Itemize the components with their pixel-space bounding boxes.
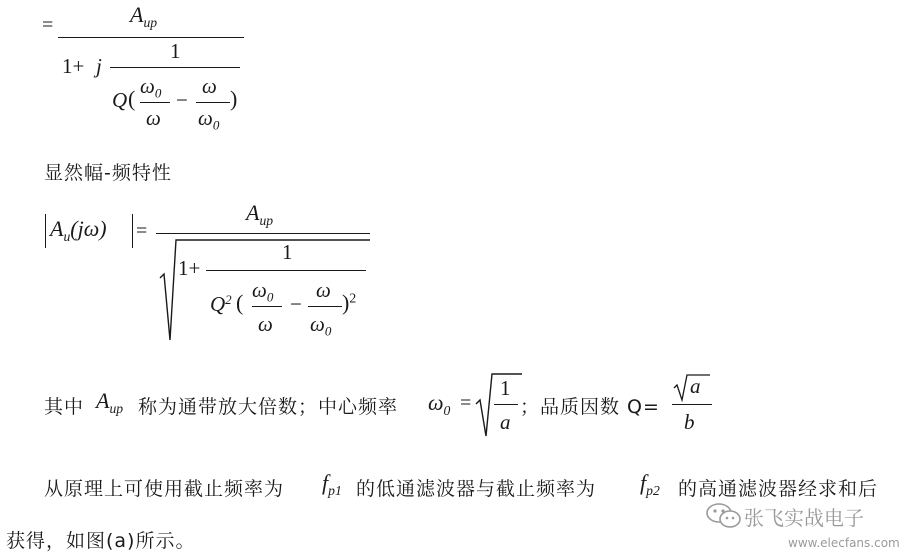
eq2-main-fraction-bar	[156, 233, 370, 234]
eq2-omega0-num: $\omega_0$	[252, 278, 274, 305]
eq1-frac-a-bar	[140, 102, 170, 103]
eq2-omega-den: ω	[258, 312, 273, 336]
eq1-equals: =	[42, 14, 54, 36]
eq1-inner-fraction-bar	[110, 67, 240, 68]
eq1-omega-den: ω	[146, 106, 161, 130]
eq1-Q: Q	[112, 88, 128, 112]
eq1-inner-numerator: 1	[170, 39, 181, 63]
eq1-omega0-num: $\omega_0$	[140, 74, 162, 101]
eq1-lparen: (	[128, 86, 136, 111]
eq2-inner-fraction-bar	[206, 270, 366, 271]
eq2-rparen: )$^2$	[342, 290, 357, 315]
eq1-rparen: )	[230, 86, 238, 111]
text2-q-frac-bar	[672, 404, 712, 405]
text2-q-den: b	[684, 410, 695, 434]
eq1-omega0-den: $\omega_0$	[198, 106, 220, 133]
text2-part3: ；品质因数 Q=	[520, 396, 660, 418]
text3-part2: 的低通滤波器与截止频率为	[356, 478, 597, 500]
text2-q-num: a	[690, 374, 701, 398]
eq2-abs-left	[45, 214, 46, 248]
text3-line2: 获得，如图(a)所示。	[6, 530, 196, 552]
eq1-omega-num: ω	[202, 74, 217, 98]
eq1-numerator: $A_{up}$	[130, 2, 158, 30]
eq1-main-fraction-bar	[58, 37, 244, 38]
eq2-one-plus: 1+	[178, 256, 201, 280]
eq1-frac-b-bar	[196, 102, 230, 103]
eq2-frac-b-bar	[308, 306, 342, 307]
text2-part1: 其中	[44, 396, 85, 418]
text-line-amplitude-frequency: 显然幅-频特性	[44, 162, 172, 184]
eq1-one-plus: 1+	[62, 54, 85, 78]
text3-part1: 从原理上可使用截止频率为	[44, 478, 285, 500]
text3-fp2: $f_{p2}$	[640, 470, 660, 498]
text2-omega0: $\omega_0$	[428, 390, 451, 418]
eq2-frac-a-bar	[252, 306, 282, 307]
eq2-abs-right	[132, 214, 133, 248]
text2-part2: 称为通带放大倍数；中心频率	[138, 396, 399, 418]
eq1-minus: −	[176, 88, 188, 112]
text2-sqrt-den: a	[500, 410, 511, 434]
text2-aup: $A_{up}$	[96, 388, 124, 416]
eq1-j: j	[96, 54, 102, 78]
eq2-equals: =	[136, 220, 148, 242]
text3-fp1: $f_{p1}$	[322, 470, 342, 498]
eq2-lparen: (	[236, 290, 244, 315]
eq2-lhs: $A_u(j\omega)$	[50, 216, 107, 244]
eq2-omega0-den: $\omega_0$	[310, 312, 332, 339]
text2-sqrt-frac-bar	[494, 404, 518, 405]
wechat-icon	[704, 500, 744, 534]
watermark-url: www.elecfans.com	[788, 536, 900, 550]
eq2-omega-num: ω	[316, 278, 331, 302]
eq2-inner-numerator: 1	[282, 240, 293, 264]
eq2-Q: $Q^2$	[210, 292, 232, 317]
eq2-minus: −	[290, 292, 302, 316]
watermark-brand: 张飞实战电子	[744, 506, 864, 530]
text2-equals: =	[460, 392, 472, 414]
text3-part3: 的高通滤波器经求和后	[678, 478, 879, 500]
text2-sqrt-num: 1	[500, 376, 511, 400]
eq2-numerator: $A_{up}$	[246, 200, 274, 228]
